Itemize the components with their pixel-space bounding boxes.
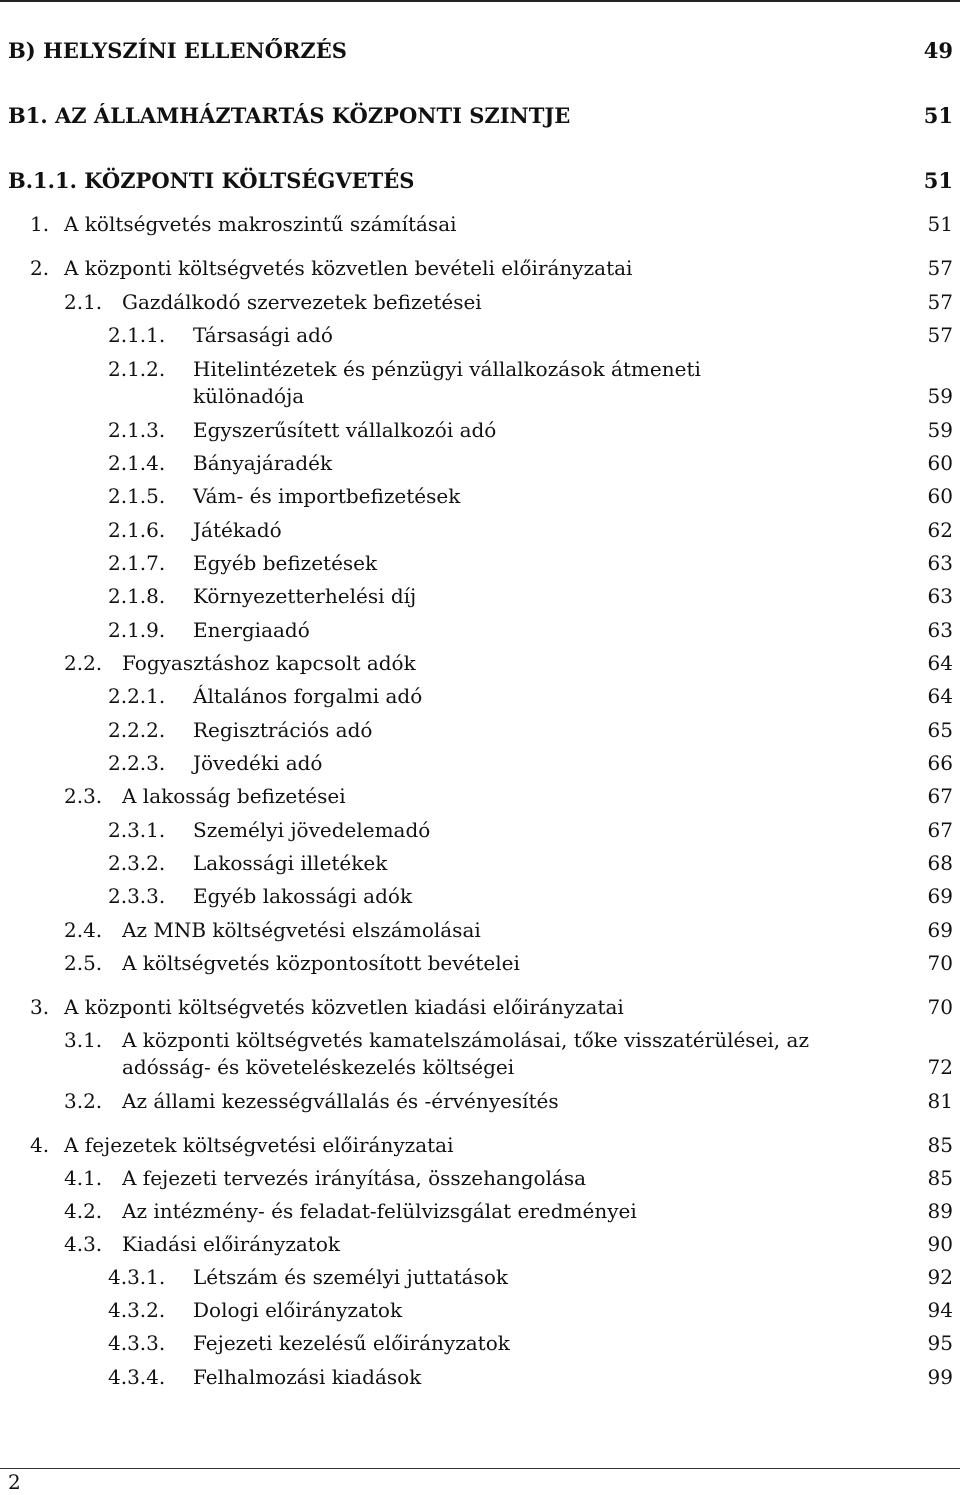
toc-entry-page: 72 xyxy=(927,1055,953,1079)
toc-entry-number: 2.1.4. xyxy=(108,451,166,475)
toc-entry-title: Hitelintézetek és pénzügyi vállalkozások átmeneti xyxy=(193,357,701,381)
toc-entry-page: 85 xyxy=(927,1133,953,1157)
toc-entry-page: 90 xyxy=(927,1232,953,1256)
toc-entry-title: Dologi előirányzatok xyxy=(193,1298,403,1322)
toc-entry-page: 49 xyxy=(923,38,953,63)
toc-entry-number: 4.2. xyxy=(64,1199,103,1223)
toc-entry-number: 2.2. xyxy=(64,651,103,675)
toc-entry-page: 59 xyxy=(927,418,953,442)
toc-entry-number: B1. AZ ÁLLAMHÁZTARTÁS KÖZPONTI SZINTJE xyxy=(8,103,571,128)
toc-entry-title: A költségvetés makroszintű számításai xyxy=(64,212,457,236)
toc-entry-title: Kiadási előirányzatok xyxy=(122,1232,340,1256)
toc-entry-title: A központi költségvetés közvetlen kiadási előirányzatai xyxy=(64,995,624,1019)
toc-entry-number: 2.1.3. xyxy=(108,418,166,442)
toc-entry-title: Jövedéki adó xyxy=(193,751,323,775)
toc-entry-number: 2.1.9. xyxy=(108,618,166,642)
toc-entry-page: 51 xyxy=(923,103,953,128)
toc-entry-number: 2.3. xyxy=(64,784,103,808)
toc-entry-page: 57 xyxy=(927,290,953,314)
toc-entry-page: 63 xyxy=(927,584,953,608)
toc-entry-title: Az MNB költségvetési elszámolásai xyxy=(122,918,481,942)
toc-entry-page: 99 xyxy=(927,1365,953,1389)
toc-entry-number: 3.1. xyxy=(64,1028,103,1052)
toc-entry-number: 4.1. xyxy=(64,1166,103,1190)
toc-entry-number: B.1.1. KÖZPONTI KÖLTSÉGVETÉS xyxy=(8,168,415,193)
toc-entry-number: 2.1.1. xyxy=(108,323,166,347)
toc-entry-page: 66 xyxy=(927,751,953,775)
toc-entry-number: 2.2.2. xyxy=(108,718,166,742)
toc-entry-page: 65 xyxy=(927,718,953,742)
toc-entry-title: Játékadó xyxy=(193,518,282,542)
toc-entry-number: 2.4. xyxy=(64,918,103,942)
toc-entry-number: 2.1. xyxy=(64,290,103,314)
toc-entry-page: 70 xyxy=(927,995,953,1019)
toc-entry-title: Általános forgalmi adó xyxy=(193,684,423,708)
toc-entry-number: 2.1.6. xyxy=(108,518,166,542)
toc-entry-number: 2.3.1. xyxy=(108,818,166,842)
toc-entry-page: 94 xyxy=(927,1298,953,1322)
toc-entry-title: Gazdálkodó szervezetek befizetései xyxy=(122,290,482,314)
toc-entry-title: Energiaadó xyxy=(193,618,310,642)
toc-entry-title: A központi költségvetés kamatelszámolásai, tőke visszatérülései, az xyxy=(122,1028,809,1052)
toc-entry-page: 63 xyxy=(927,551,953,575)
toc-entry-number: 2. xyxy=(30,256,50,280)
toc-entry-title: Bányajáradék xyxy=(193,451,333,475)
toc-entry-title: Fejezeti kezelésű előirányzatok xyxy=(193,1331,510,1355)
toc-entry-page: 63 xyxy=(927,618,953,642)
toc-entry-title: Lakossági illetékek xyxy=(193,851,388,875)
toc-entry-page: 81 xyxy=(927,1089,953,1113)
toc-entry-number: 2.2.1. xyxy=(108,684,166,708)
toc-entry-page: 95 xyxy=(927,1331,953,1355)
toc-entry-number: 4.3.1. xyxy=(108,1265,166,1289)
toc-entry-page: 69 xyxy=(927,884,953,908)
toc-entry-number: 4.3.2. xyxy=(108,1298,166,1322)
toc-entry-title: Egyszerűsített vállalkozói adó xyxy=(193,418,497,442)
toc-entry-number: 4.3.3. xyxy=(108,1331,166,1355)
toc-entry-number: 3. xyxy=(30,995,50,1019)
toc-entry-page: 85 xyxy=(927,1166,953,1190)
toc-entry-page: 67 xyxy=(927,784,953,808)
toc-entry-number: 1. xyxy=(30,212,50,236)
toc-entry-page: 59 xyxy=(927,384,953,408)
toc-entry-page: 89 xyxy=(927,1199,953,1223)
toc-entry-number: 2.1.8. xyxy=(108,584,166,608)
toc-entry-number: 3.2. xyxy=(64,1089,103,1113)
toc-entry-title: Az intézmény- és feladat-felülvizsgálat eredményei xyxy=(122,1199,637,1223)
toc-entry-title: Személyi jövedelemadó xyxy=(193,818,431,842)
toc-entry-page: 68 xyxy=(927,851,953,875)
toc-entry-page: 92 xyxy=(927,1265,953,1289)
footer-rule xyxy=(0,1468,960,1469)
toc-entry-number: 4. xyxy=(30,1133,50,1157)
toc-entry-page: 60 xyxy=(927,484,953,508)
toc-entry-number: 2.1.2. xyxy=(108,357,166,381)
toc-entry-title: A lakosság befizetései xyxy=(122,784,346,808)
toc-entry-number: 4.3. xyxy=(64,1232,103,1256)
toc-entry-title: A fejezeti tervezés irányítása, összehangolása xyxy=(122,1166,587,1190)
toc-entry-title-continued: adósság- és követeléskezelés költségei xyxy=(122,1055,515,1079)
toc-entry-page: 64 xyxy=(927,684,953,708)
toc-entry-page: 62 xyxy=(927,518,953,542)
toc-entry-number: 2.3.2. xyxy=(108,851,166,875)
toc-entry-page: 60 xyxy=(927,451,953,475)
toc-entry-title: Létszám és személyi juttatások xyxy=(193,1265,509,1289)
toc-entry-page: 64 xyxy=(927,651,953,675)
toc-entry-number: 2.1.7. xyxy=(108,551,166,575)
toc-entry-title: Vám- és importbefizetések xyxy=(193,484,461,508)
toc-entry-page: 69 xyxy=(927,918,953,942)
toc-entry-page: 70 xyxy=(927,951,953,975)
toc-entry-page: 57 xyxy=(927,323,953,347)
toc-entry-title: Felhalmozási kiadások xyxy=(193,1365,422,1389)
toc-entry-number: 2.2.3. xyxy=(108,751,166,775)
footer-page-number: 2 xyxy=(8,1470,21,1494)
toc-entry-number: 2.1.5. xyxy=(108,484,166,508)
toc-entry-number: 4.3.4. xyxy=(108,1365,166,1389)
toc-entry-number: 2.5. xyxy=(64,951,103,975)
toc-entry-title: Társasági adó xyxy=(193,323,333,347)
toc-entry-title: Fogyasztáshoz kapcsolt adók xyxy=(122,651,416,675)
toc-entry-title: Egyéb befizetések xyxy=(193,551,378,575)
toc-entry-page: 57 xyxy=(927,256,953,280)
toc-entry-page: 51 xyxy=(923,168,953,193)
toc-entry-title: Környezetterhelési díj xyxy=(193,584,417,608)
toc-entry-title: A költségvetés központosított bevételei xyxy=(122,951,520,975)
toc-entry-title-continued: különadója xyxy=(193,384,305,408)
toc-entry-number: B) HELYSZÍNI ELLENŐRZÉS xyxy=(8,38,347,63)
toc-entry-title: A központi költségvetés közvetlen bevételi előirányzatai xyxy=(64,256,633,280)
toc-entry-number: 2.3.3. xyxy=(108,884,166,908)
toc-entry-title: A fejezetek költségvetési előirányzatai xyxy=(64,1133,454,1157)
toc-entry-title: Az állami kezességvállalás és -érvényesítés xyxy=(122,1089,559,1113)
toc-entry-title: Egyéb lakossági adók xyxy=(193,884,413,908)
toc-entry-page: 51 xyxy=(927,212,953,236)
toc-entry-page: 67 xyxy=(927,818,953,842)
toc-entry-title: Regisztrációs adó xyxy=(193,718,373,742)
